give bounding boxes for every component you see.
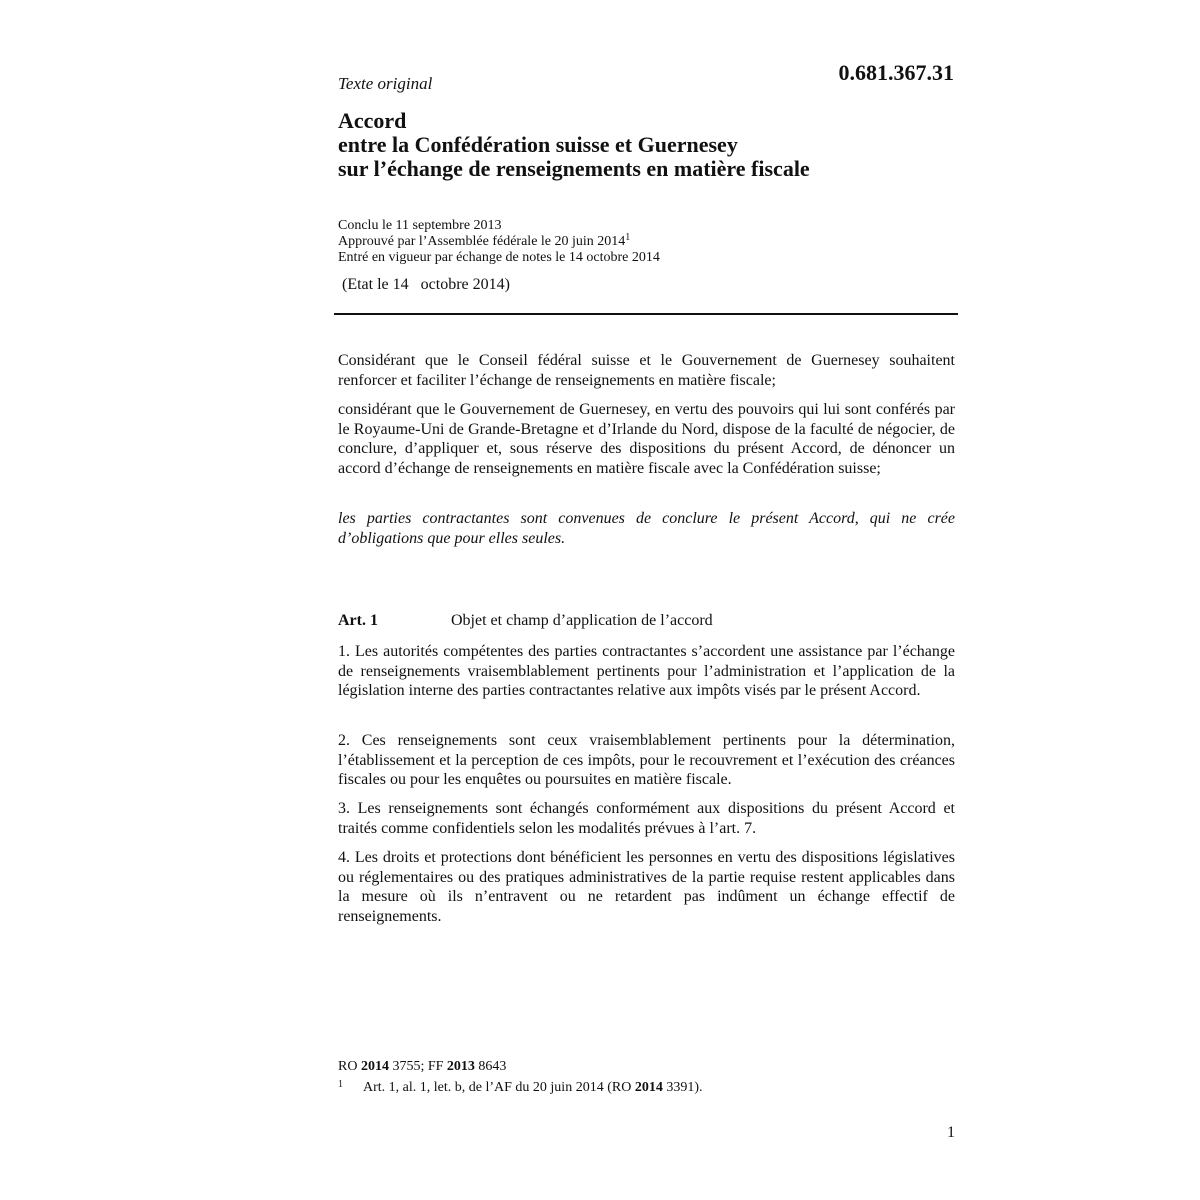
ff-page: 8643	[478, 1059, 507, 1074]
preamble-paragraph: Considérant que le Conseil fédéral suisse et le Gouvernement de Guernesey souhaitent renforcer et faciliter l’échange de renseignements en matière fiscale;	[338, 352, 955, 389]
ro-year: 2014	[360, 1059, 389, 1074]
approval-text: Approuvé par l’Assemblée fédérale le 20 juin 2014	[338, 234, 626, 249]
approval-footnote-ref[interactable]: 1	[625, 232, 631, 243]
title-line-2: entre la Confédération suisse et Guernesey	[338, 132, 738, 157]
source-references	[338, 1059, 506, 1075]
title-line-1: Accord	[338, 108, 407, 133]
status-date: (Etat le 14 octobre 2014)	[342, 276, 510, 293]
approval-info	[338, 234, 958, 250]
concluded-date: Conclu le 11 septembre 2013	[338, 218, 502, 233]
article-paragraph: 3. Les renseignements sont échangés conformément aux dispositions du présent Accord et traités comme confidentiels selon les modalités prévues à l’art. 7.	[338, 800, 955, 837]
in-force-info: Entré en vigueur par échange de notes le 14 octobre 2014	[338, 250, 660, 265]
ff-prefix: FF	[427, 1059, 444, 1074]
article-paragraph: 2. Ces renseignements sont ceux vraisemblablement pertinents pour la détermination, l’établissement et la perception de ces impôts, pour le recouvrement et l’exécution des créances fiscales ou pour les enquêtes ou poursuites en matière fiscale.	[338, 732, 955, 788]
footnote-text: Art. 1, al. 1, let. b, de l’AF du 20 juin 2014 (RO	[363, 1080, 632, 1095]
footnote-text-end: 3391).	[666, 1080, 703, 1095]
ro-prefix: RO	[338, 1059, 358, 1074]
article-paragraph: 4. Les droits et protections dont bénéficient les personnes en vertu des dispositions législatives ou réglementaires ou des pratiques administratives de la partie requise restent applicables dans la mesure où ils n’entravent ou ne retardent pas indûment un échange effectif de renseignements.	[338, 849, 955, 925]
document-label: Texte original	[338, 74, 433, 93]
article-number: Art. 1	[338, 612, 378, 629]
document-number: 0.681.367.31	[838, 60, 954, 85]
document-meta	[338, 218, 958, 266]
footnote-marker: 1	[338, 1079, 343, 1090]
preamble-paragraph: considérant que le Gouvernement de Guernesey, en vertu des pouvoirs qui lui sont conférés par le Royaume-Uni de Grande-Bretagne et d’Irlande du Nord, dispose de la faculté de négocier, de conclure, d’appliquer et, sous réserve des dispositions du présent Accord, de dénoncer un accord d’échange de renseignements en matière fiscale avec la Confédération suisse;	[338, 401, 955, 477]
title-line-3: sur l’échange de renseignements en matière fiscale	[338, 156, 810, 181]
document-title	[338, 109, 958, 181]
ff-year: 2013	[446, 1059, 475, 1074]
article-paragraph: 1. Les autorités compétentes des parties contractantes s’accordent une assistance par l’échange de renseignements vraisemblablement pertinents pour l’administration et l’application de la législation interne des parties contractantes relative aux impôts visés par le présent Accord.	[338, 643, 955, 699]
article-title: Objet et champ d’application de l’accord	[451, 612, 713, 629]
footnote-year: 2014	[634, 1080, 663, 1095]
footnote	[338, 1080, 702, 1096]
preamble-conclusion: les parties contractantes sont convenues de conclure le présent Accord, qui ne crée d’obligations que pour elles seules.	[338, 510, 955, 547]
ro-page: 3755;	[392, 1059, 425, 1074]
header-divider	[334, 313, 958, 315]
page-number: 1	[947, 1124, 955, 1141]
